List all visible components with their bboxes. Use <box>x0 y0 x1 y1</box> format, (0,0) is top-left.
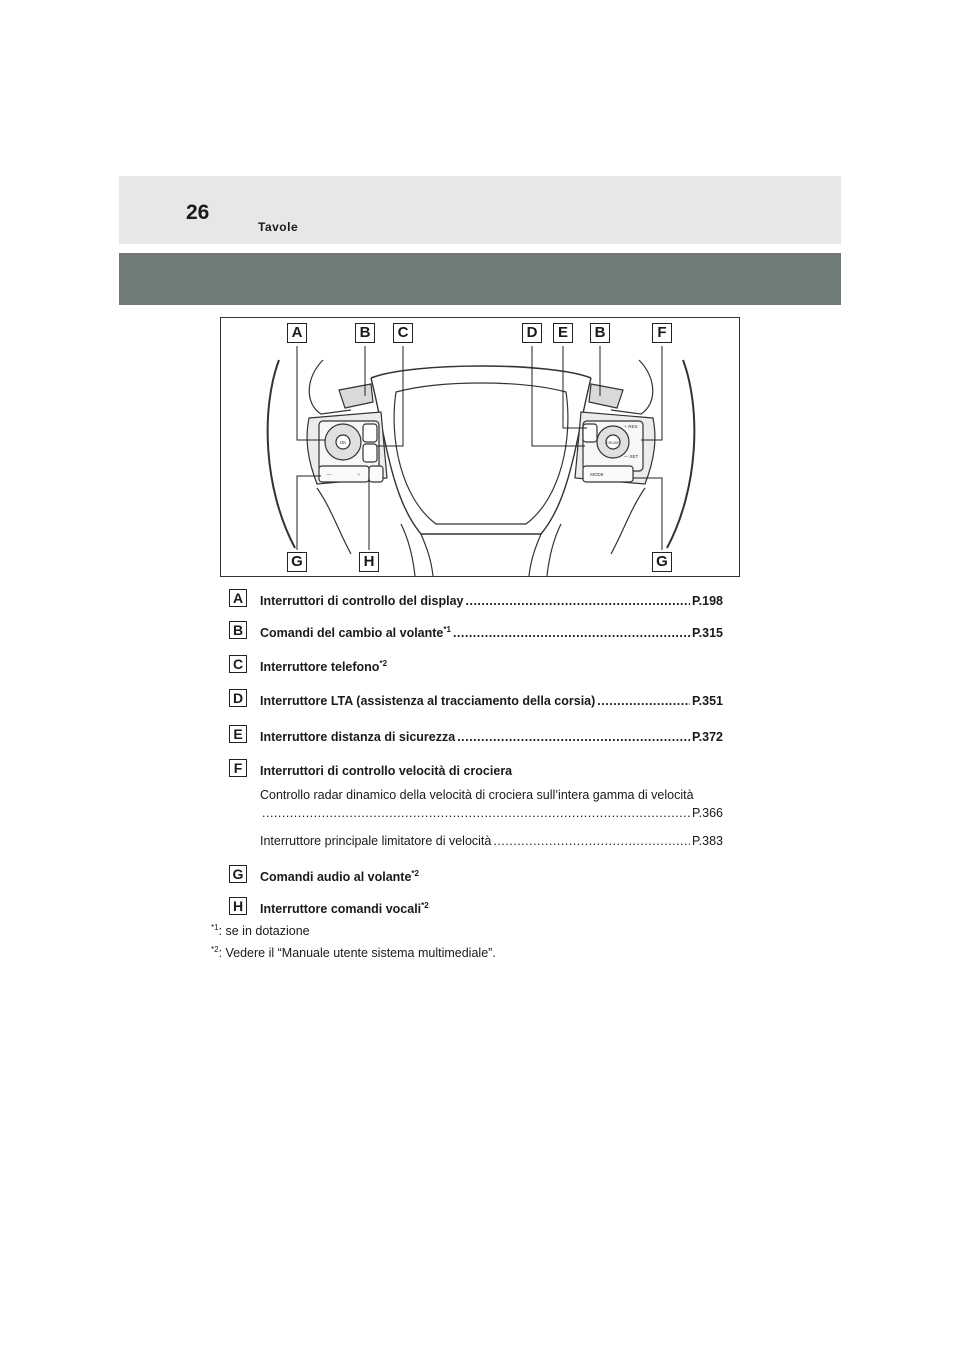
column-left <box>421 534 433 576</box>
page-ref-link[interactable]: P.315 <box>691 626 723 640</box>
legend-item-g <box>229 864 723 884</box>
ok-label: OK <box>339 440 347 445</box>
legend-letter: G <box>229 865 247 883</box>
mode-label: MODE <box>590 472 604 477</box>
footnote-mark: *1 <box>211 922 219 932</box>
legend-item-a <box>229 588 723 608</box>
rim-right-arc <box>667 360 694 548</box>
hub-top <box>371 366 591 378</box>
sub-item-speed-limiter <box>260 834 723 848</box>
minus-label: — <box>326 472 332 477</box>
lta-button <box>583 424 597 442</box>
sub-item-text: Controllo radar dinamico della velocità di crociera sull’intera gamma di velocità <box>260 788 694 802</box>
page-number: 26 <box>186 201 210 224</box>
legend-text: Interruttori di controllo del display <box>260 594 464 608</box>
figure-callout-h: H <box>359 552 379 572</box>
legend-item-f <box>229 758 723 778</box>
figure-callout-b-left: B <box>355 323 375 343</box>
footnote-1 <box>211 924 310 938</box>
back-button <box>363 424 377 442</box>
footnote-text: : se in dotazione <box>218 924 310 938</box>
figure-callout-g-left: G <box>287 552 307 572</box>
figure-callout-f: F <box>652 323 672 343</box>
figure-callout-b-right: B <box>590 323 610 343</box>
legend-item-d <box>229 688 723 708</box>
figure-callout-a: A <box>287 323 307 343</box>
grip-right-lower <box>611 488 645 554</box>
grip-left-lower <box>317 488 351 554</box>
section-title: Tavole <box>258 220 299 234</box>
page-ref-link[interactable]: P.366 <box>691 806 723 820</box>
page-ref-link[interactable]: P.198 <box>691 594 723 608</box>
sub-item-radar-cruise <box>260 788 723 820</box>
header-band <box>119 176 841 244</box>
footnote-marker: *2 <box>379 658 388 668</box>
paddle-left <box>339 384 373 408</box>
paddle-right <box>589 384 623 408</box>
figure-callout-c: C <box>393 323 413 343</box>
legend-text: Comandi audio al volante <box>260 870 412 884</box>
footnote-mark: *2 <box>211 944 219 954</box>
airbag-panel <box>394 383 568 524</box>
legend-item-e <box>229 724 723 744</box>
legend-text: Interruttore telefono <box>260 660 380 674</box>
figure-callout-e: E <box>553 323 573 343</box>
footnote-marker: *2 <box>411 868 419 878</box>
figure-callout-g-right: G <box>652 552 672 572</box>
legend-text: Interruttore LTA (assistenza al tracciamento della corsia) <box>260 694 596 708</box>
legend-text: Interruttori di controllo velocità di crociera <box>260 764 513 778</box>
page-ref-link[interactable]: P.351 <box>691 694 723 708</box>
footnote-text: : Vedere il “Manuale utente sistema multimediale”. <box>218 946 496 960</box>
leader-d <box>532 346 585 446</box>
rim-left-arc <box>268 360 295 548</box>
res-label: + RES <box>624 424 638 429</box>
leader-g-right <box>633 478 662 550</box>
phone-button <box>363 444 377 462</box>
figure-callout-d: D <box>522 323 542 343</box>
legend-text: Interruttore comandi vocali <box>260 902 422 916</box>
legend-letter: H <box>229 897 247 915</box>
footnote-2 <box>211 946 496 960</box>
legend-letter: F <box>229 759 247 777</box>
spoke-right <box>547 524 561 576</box>
sub-item-text: Interruttore principale limitatore di velocità <box>260 834 492 848</box>
footnote-marker: *1 <box>443 624 451 634</box>
legend-letter: A <box>229 589 247 607</box>
title-band <box>119 253 841 305</box>
legend-letter: E <box>229 725 247 743</box>
legend-text: Interruttore distanza di sicurezza <box>260 730 456 744</box>
leader-g-left <box>297 476 321 550</box>
legend-letter: D <box>229 689 247 707</box>
page-ref-link[interactable]: P.383 <box>691 834 723 848</box>
hub-outline <box>371 378 591 534</box>
steering-wheel-illustration <box>221 318 740 577</box>
legend-text: Comandi del cambio al volante <box>260 626 444 640</box>
plus-label: + <box>357 472 361 477</box>
voice-button <box>369 466 383 482</box>
cruise-label: CRUISE <box>606 441 620 445</box>
legend-item-b <box>229 620 723 640</box>
footnote-marker: *2 <box>421 900 429 910</box>
page-ref-link[interactable]: P.372 <box>691 730 723 744</box>
legend-letter: C <box>229 655 247 673</box>
column-right <box>529 534 541 576</box>
spoke-left <box>401 524 415 576</box>
legend-letter: B <box>229 621 247 639</box>
legend-item-c <box>229 654 723 674</box>
steering-wheel-figure <box>220 317 740 577</box>
set-label: — SET <box>623 454 639 459</box>
legend-item-h <box>229 896 723 916</box>
